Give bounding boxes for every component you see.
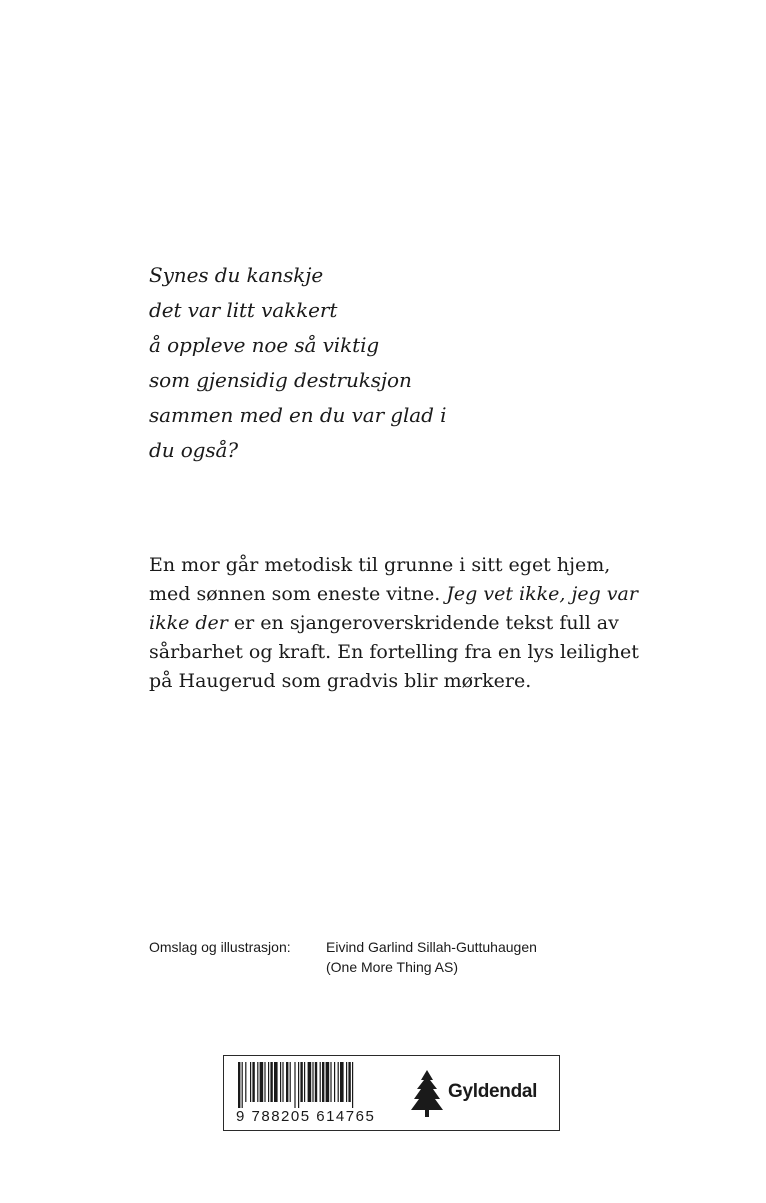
barcode-bar xyxy=(304,1062,305,1102)
credits-value xyxy=(326,937,537,977)
barcode-bar xyxy=(348,1062,350,1102)
barcode-bar xyxy=(242,1062,243,1108)
barcode-bar xyxy=(320,1062,321,1102)
barcode-bar xyxy=(286,1062,288,1102)
barcode-bar xyxy=(280,1062,281,1102)
blurb-text: med sønnen som eneste vitne. xyxy=(149,583,447,605)
barcode-bar xyxy=(322,1062,324,1102)
credits-label: Omslag og illustrasjon: xyxy=(149,939,291,955)
barcode-bar xyxy=(252,1062,254,1102)
barcode-bar xyxy=(260,1062,264,1102)
barcode-bar xyxy=(326,1062,330,1102)
poem xyxy=(149,258,446,468)
book-title-italic: Jeg vet ikke, jeg var xyxy=(446,583,638,605)
book-title-italic: ikke der xyxy=(149,612,228,634)
barcode-bar xyxy=(270,1062,272,1102)
isbn-barcode xyxy=(236,1062,396,1108)
barcode-bar xyxy=(268,1062,269,1102)
blurb-line: En mor går metodisk til grunne i sitt eget hjem, xyxy=(149,554,611,576)
barcode-bar xyxy=(238,1062,240,1108)
barcode-bar xyxy=(290,1062,291,1102)
barcode-bar xyxy=(257,1062,258,1102)
barcode-bar xyxy=(298,1062,299,1108)
book-blurb xyxy=(149,551,639,696)
poem-line: du også? xyxy=(149,438,238,462)
barcode-bar xyxy=(340,1062,344,1102)
credits-name: Eivind Garlind Sillah-Guttuhaugen xyxy=(326,939,537,955)
barcode-bar xyxy=(264,1062,265,1102)
poem-line: det var litt vakkert xyxy=(149,298,338,322)
barcode-bar xyxy=(308,1062,312,1102)
poem-line: sammen med en du var glad i xyxy=(149,403,447,427)
barcode-panel xyxy=(223,1055,560,1131)
barcode-bar xyxy=(294,1062,295,1108)
poem-line: som gjensidig destruksjon xyxy=(149,368,412,392)
blurb-line xyxy=(149,609,629,638)
blurb-line: på Haugerud som gradvis blir mørkere. xyxy=(149,670,532,692)
barcode-bar xyxy=(346,1062,347,1102)
barcode-bar xyxy=(282,1062,283,1102)
publisher-name: Gyldendal xyxy=(448,1081,538,1102)
poem-line: Synes du kanskje xyxy=(149,263,324,287)
blurb-line: sårbarhet og kraft. En fortelling fra en lys leilighet xyxy=(149,641,639,663)
barcode-bar xyxy=(352,1062,353,1108)
barcode-bar xyxy=(330,1062,331,1102)
barcode-bar xyxy=(300,1062,302,1102)
credits-company: (One More Thing AS) xyxy=(326,959,459,975)
spruce-tree-icon xyxy=(410,1070,444,1118)
barcode-bar xyxy=(334,1062,335,1102)
blurb-text: er en sjangeroverskridende tekst full av xyxy=(227,612,619,634)
isbn-number: 9 788205 614765 xyxy=(236,1108,376,1125)
barcode-bar xyxy=(338,1062,339,1102)
barcode-bar xyxy=(274,1062,278,1102)
barcode-bar xyxy=(250,1062,251,1102)
poem-line: å oppleve noe så viktig xyxy=(149,333,380,357)
barcode-bar xyxy=(312,1062,313,1102)
blurb-line xyxy=(149,580,638,609)
barcode-bar xyxy=(245,1062,246,1102)
barcode-bar xyxy=(315,1062,317,1102)
